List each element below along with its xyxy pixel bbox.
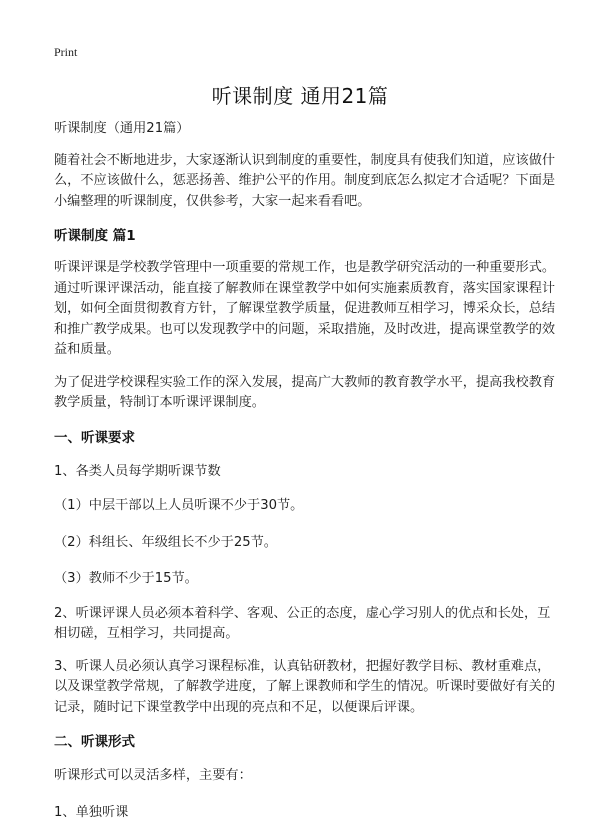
- requirement-item-1a: （1）中层干部以上人员听课不少于30节。: [54, 498, 304, 513]
- heading-forms: 二、听课形式: [54, 734, 135, 750]
- heading-requirements: 一、听课要求: [54, 429, 135, 446]
- requirement-item-2: 2、听课评课人员必须本着科学、客观、公正的态度，虚心学习别人的优点和长处，互相切磋，互相学习，共同提高。: [54, 605, 551, 641]
- requirement-item-1: 1、各类人员每学期听课节数: [54, 463, 221, 479]
- page-title: 听课制度 通用21篇: [211, 84, 389, 108]
- requirement-item-1c: （3）教师不少于15节。: [54, 571, 198, 586]
- section1-paragraph-1: 听课评课是学校教学管理中一项重要的常规工作，也是教学研究活动的一种重要形式。通过听课评课活动，能直接了解教师在课堂教学中如何实施素质教育，落实国家课程计划，如何全面贯彻教育方针，了解课堂教学质量，促进教师互相学习，博采众长，总结和推广教学成果。也可以发现教学中的问题，采取措施，及时改进，提高课堂教学的效益和质量。: [54, 260, 556, 357]
- article-body: [54, 119, 556, 823]
- document-subtitle: 听课制度（通用21篇）: [54, 121, 190, 136]
- intro-paragraph: 随着社会不断地进步，大家逐渐认识到制度的重要性，制度具有使我们知道，应该做什么，不应该做什么，惩恶扬善、维护公平的作用。制度到底怎么拟定才合适呢？下面是小编整理的听课制度，仅供参考，大家一起来看看吧。: [54, 152, 556, 209]
- requirement-item-3: 3、听课人员必须认真学习课程标准，认真钻研教材，把握好教学目标、教材重难点，以及课堂教学常规，了解教学进度，了解上课教师和学生的情况。听课时要做好有关的记录，随时记下课堂教学中出现的亮点和不足，以便课后评课。: [54, 658, 556, 715]
- requirement-item-1b: （2）科组长、年级组长不少于25节。: [54, 534, 277, 550]
- forms-item-1: 1、单独听课: [54, 804, 129, 820]
- section-heading-1: 听课制度 篇1: [54, 228, 136, 244]
- section1-paragraph-2: 为了促进学校课程实验工作的深入发展，提高广大教师的教育教学水平，提高我校教育教学质量，特制订本听课评课制度。: [54, 374, 556, 410]
- forms-intro: 听课形式可以灵活多样，主要有：: [54, 768, 252, 783]
- print-link[interactable]: Print: [54, 45, 78, 59]
